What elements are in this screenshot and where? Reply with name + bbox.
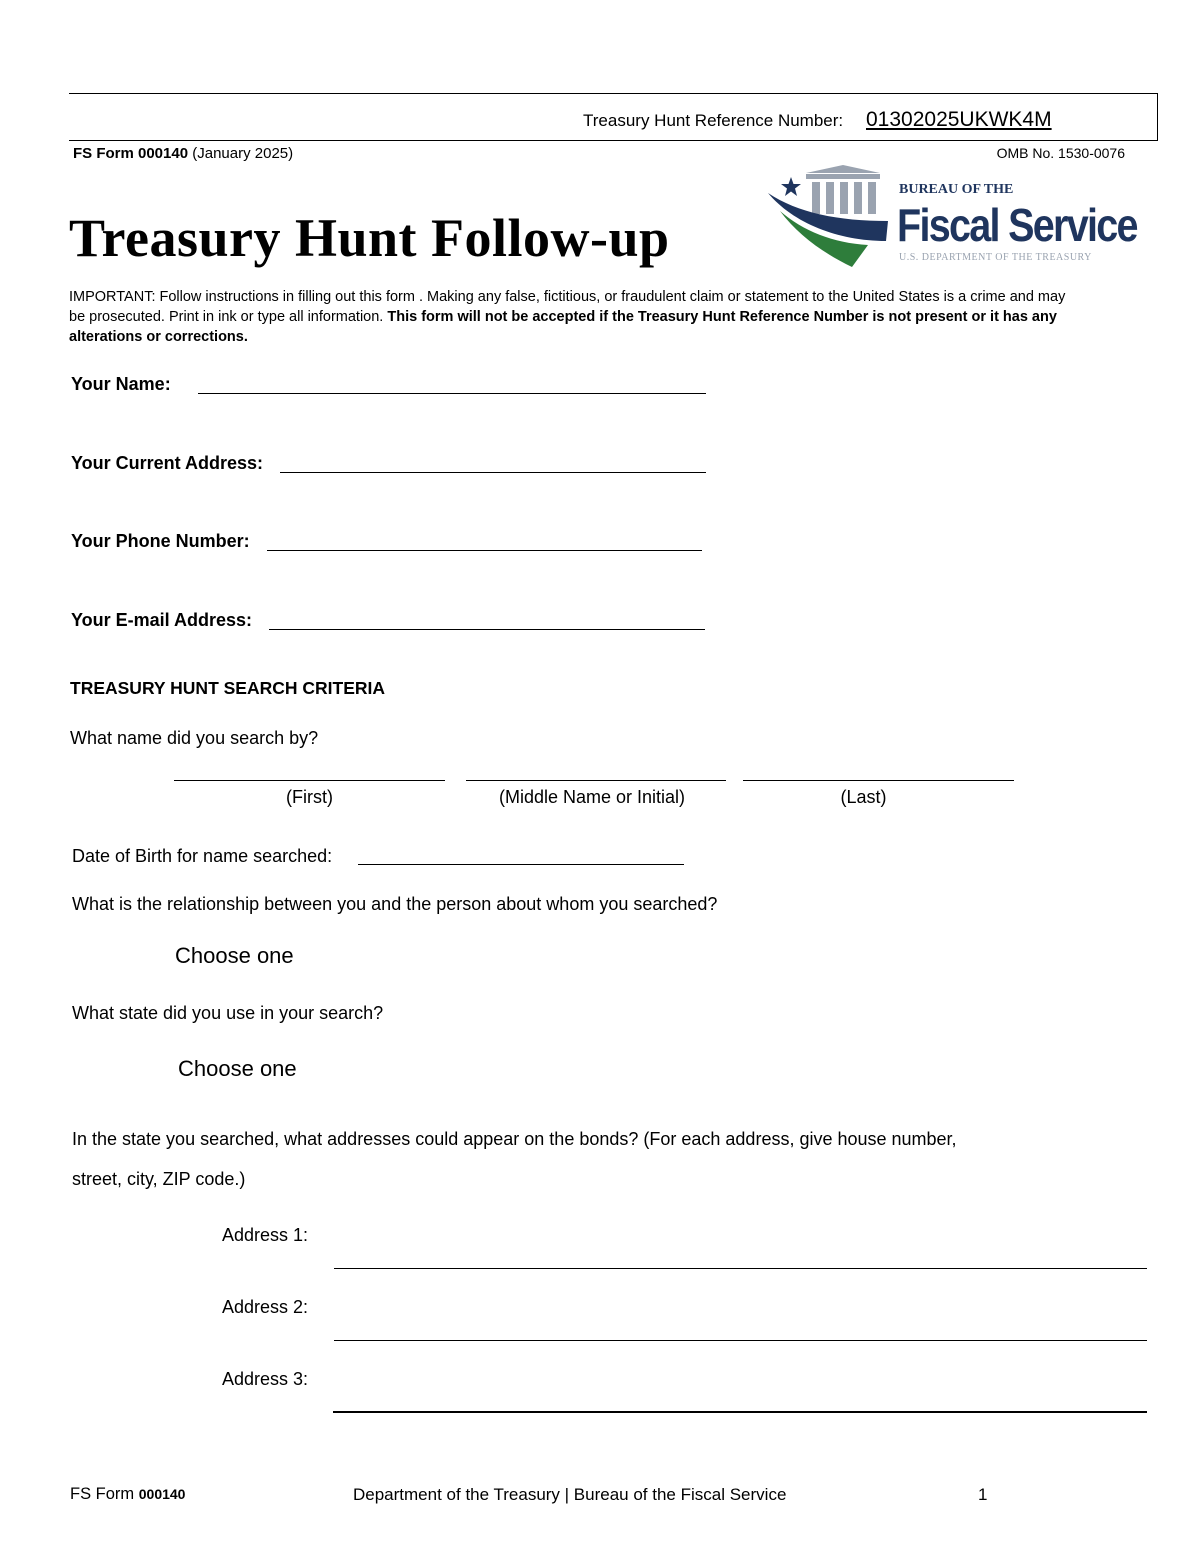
first-caption: (First) <box>286 787 333 807</box>
search-criteria-heading: TREASURY HUNT SEARCH CRITERIA <box>70 678 386 698</box>
phone-number-label: Your Phone Number: <box>71 531 250 551</box>
middle-name-field[interactable] <box>466 780 726 781</box>
form-date: (January 2025) <box>192 145 294 162</box>
address-2-field[interactable] <box>334 1340 1147 1341</box>
important-text: IMPORTANT: Follow instructions in filling out this form . Making any false, fictitious, or fraudulent claim or statement to the United States is a crime and may be prosecuted. Print in ink or type all information. <box>69 289 1066 325</box>
last-caption: (Last) <box>840 787 887 807</box>
email-address-field[interactable] <box>269 629 705 630</box>
last-name-field[interactable] <box>743 780 1014 781</box>
name-field[interactable] <box>198 393 706 394</box>
state-question: What state did you use in your search? <box>72 1003 384 1023</box>
logo-bureau-text: BUREAU OF THE <box>899 182 1014 197</box>
state-select[interactable]: Choose one <box>178 1056 297 1081</box>
important-bold-text: This form will not be accepted if the Treasury Hunt Reference Number is not present or it has any alterations or corrections. <box>69 309 1057 345</box>
star-icon <box>781 177 801 196</box>
form-id <box>73 145 293 162</box>
footer-form-number: 000140 <box>138 1486 186 1502</box>
building-icon <box>806 165 880 214</box>
footer-department: Department of the Treasury | Bureau of the Fiscal Service <box>353 1485 787 1504</box>
email-address-label: Your E-mail Address: <box>71 610 253 630</box>
omb-number: OMB No. 1530-0076 <box>996 145 1125 161</box>
name-label: Your Name: <box>71 374 171 394</box>
footer-form-prefix: FS Form <box>70 1485 139 1503</box>
logo-department-text: U.S. DEPARTMENT OF THE TREASURY <box>899 252 1092 263</box>
dob-label: Date of Birth for name searched: <box>72 846 333 866</box>
logo-fiscal-service-text: Fiscal Service <box>897 199 1137 251</box>
address-1-label: Address 1: <box>222 1225 309 1245</box>
addresses-question-line2: street, city, ZIP code.) <box>72 1169 246 1189</box>
phone-number-field[interactable] <box>267 550 702 551</box>
important-notice <box>69 287 1079 347</box>
reference-number-label: Treasury Hunt Reference Number: <box>583 111 844 130</box>
addresses-question-line1: In the state you searched, what addresses could appear on the bonds? (For each address, give house number, <box>72 1129 957 1149</box>
page-number: 1 <box>978 1485 988 1504</box>
form-id-number: FS Form 000140 <box>73 145 189 162</box>
reference-number-value: 01302025UKWK4M <box>866 108 1052 131</box>
relationship-question: What is the relationship between you and the person about whom you searched? <box>72 894 718 914</box>
first-name-field[interactable] <box>174 780 445 781</box>
address-2-label: Address 2: <box>222 1297 309 1317</box>
page-title: Treasury Hunt Follow-up <box>69 208 670 268</box>
footer-form-id <box>70 1485 185 1504</box>
current-address-label: Your Current Address: <box>71 453 264 473</box>
middle-caption: (Middle Name or Initial) <box>498 787 686 807</box>
address-1-field[interactable] <box>334 1268 1147 1269</box>
address-3-label: Address 3: <box>222 1369 309 1389</box>
search-name-question: What name did you search by? <box>70 728 319 748</box>
relationship-select[interactable]: Choose one <box>175 943 294 968</box>
current-address-field[interactable] <box>280 472 706 473</box>
address-3-field[interactable] <box>333 1411 1147 1413</box>
dob-field[interactable] <box>358 864 684 865</box>
